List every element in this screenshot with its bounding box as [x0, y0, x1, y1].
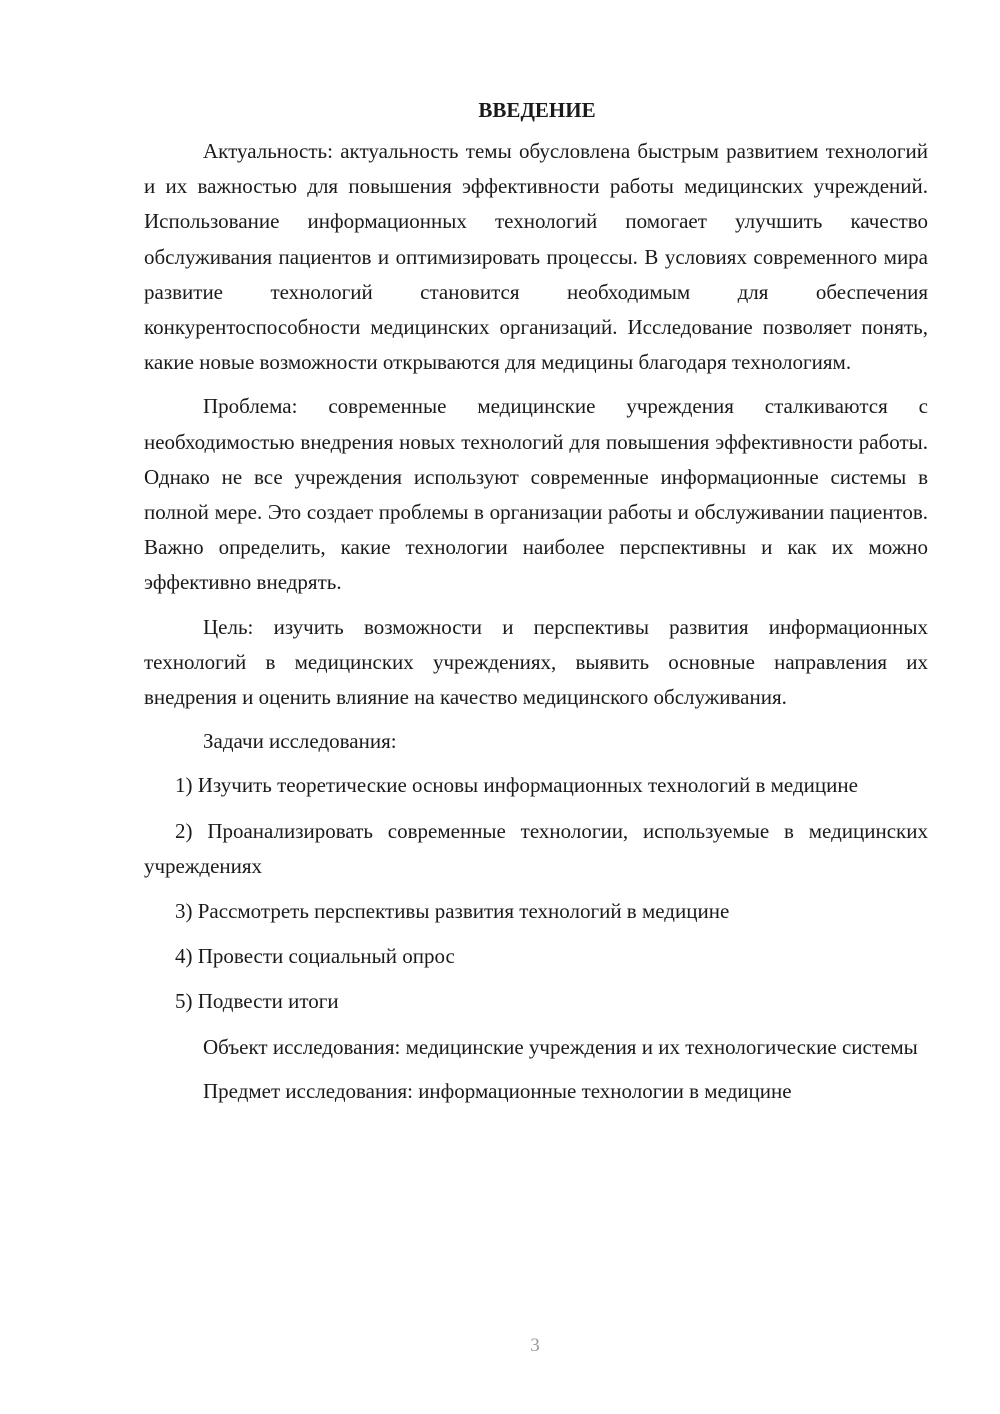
tasks-heading: Задачи исследования: — [203, 729, 397, 754]
task-item: 2) Проанализировать современные технологии, используемые в медицинских учреждениях — [144, 818, 928, 878]
paragraph-relevance: Актуальность: актуальность темы обусловлена быстрым развитием технологий и их важностью для повышения эффективности работы медицинских учреждений. Использование информационных технологий помогает улучшить качество обслуживания пациентов и оптимизировать процессы. В условиях современного мира развитие технологий становится необходимым для обеспечения конкурентоспособности медицинских организаций. Исследование позволяет понять, какие новые возможности открываются для медицины благодаря технологиям. — [144, 139, 928, 375]
task-item: 1) Изучить теоретические основы информационных технологий в медицине — [175, 773, 858, 798]
paragraph-goal: Цель: изучить возможности и перспективы развития информационных технологий в медицинских учреждениях, выявить основные направления их внедрения и оценить влияние на качество медицинского обслуживания. — [144, 614, 928, 710]
task-item: 3) Рассмотреть перспективы развития технологий в медицине — [175, 899, 730, 924]
page-number: 3 — [530, 1335, 540, 1356]
document-page — [144, 96, 928, 1118]
paragraph-problem: Проблема: современные медицинские учреждения сталкиваются с необходимостью внедрения новых технологий для повышения эффективности работы. Однако не все учреждения используют современные информационные системы в полной мере. Это создает проблемы в организации работы и обслуживании пациентов. Важно определить, какие технологии наиболее перспективны и как их можно эффективно внедрять. — [144, 394, 928, 595]
paragraph-object: Объект исследования: медицинские учреждения и их технологические системы — [203, 1034, 918, 1059]
paragraph-subject: Предмет исследования: информационные технологии в медицине — [203, 1078, 792, 1103]
task-item: 4) Провести социальный опрос — [175, 944, 455, 969]
task-item: 5) Подвести итоги — [175, 989, 339, 1014]
document-title: ВВЕДЕНИЕ — [478, 98, 596, 122]
